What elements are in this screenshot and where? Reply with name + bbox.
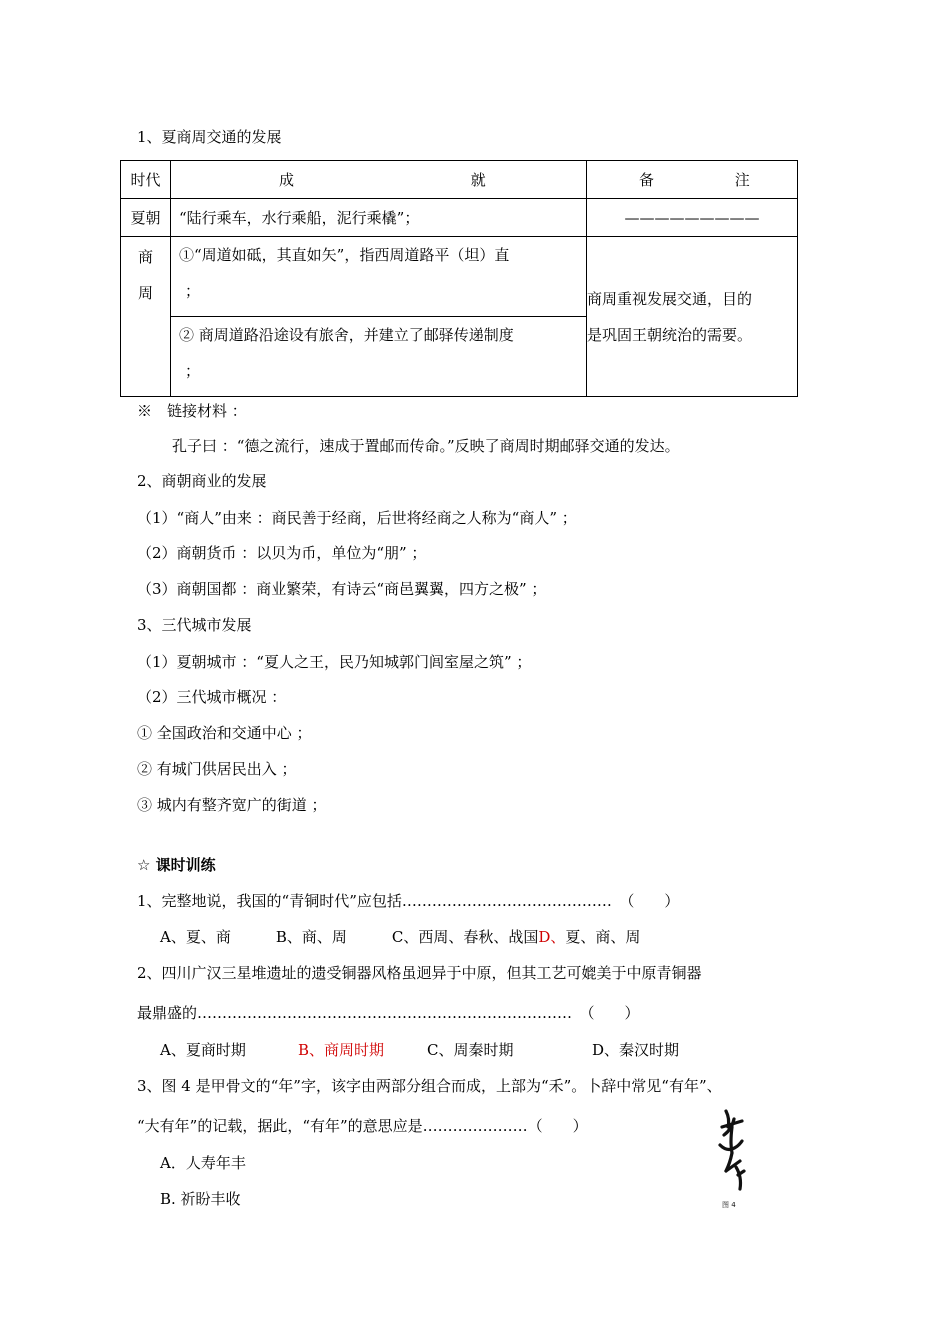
q3-option-a: A．人寿年丰 <box>160 1154 246 1172</box>
practice-title: ☆ 课时训练 <box>137 856 216 874</box>
header-note <box>587 161 798 199</box>
q1-option-d-letter: D、 <box>538 928 566 946</box>
oracle-bone-glyph-icon <box>712 1105 760 1211</box>
oracle-bone-nian-figure <box>712 1105 760 1211</box>
q3-option-b: B. 祈盼丰收 <box>160 1190 241 1208</box>
q2-option-d: D、秦汉时期 <box>592 1041 680 1059</box>
q2-option-c: C、周秦时期 <box>427 1041 514 1059</box>
header-achieve-2: 就 <box>470 171 486 189</box>
header-note-2: 注 <box>734 171 750 189</box>
header-achievement <box>171 161 587 199</box>
s3-sub-c: ③ 城内有整齐宽广的街道 ； <box>137 796 327 814</box>
s3-sub-b: ② 有城门供居民出入 ； <box>137 760 297 778</box>
s3-item-1: （1）夏朝城市 ：“夏人之王，民乃知城郭门闾室屋之筑” ； <box>137 653 532 671</box>
s3-sub-a: ① 全国政治和交通中心 ； <box>137 724 312 742</box>
question-1: 1、完整地说，我国的“青铜时代”应包括…………………………………… （ ） <box>137 892 680 910</box>
section2-title: 2、商朝商业的发展 <box>137 472 267 490</box>
question-1-options <box>160 927 640 947</box>
question-2-line1: 2、四川广汉三星堆遗址的遗受铜器风格虽迥异于中原，但其工艺可媲美于中原青铜器 <box>137 964 702 982</box>
q2-option-a: A、夏商时期 <box>160 1041 246 1059</box>
xia-era: 夏朝 <box>121 199 171 237</box>
question-2-line2: 最鼎盛的………………………………………………………………… （ ） <box>137 1004 640 1022</box>
header-era: 时代 <box>121 161 171 199</box>
s2-item-3: （3）商朝国都 ：商业繁荣，有诗云“商邑翼翼，四方之极” ； <box>137 580 547 598</box>
section3-title: 3、三代城市发展 <box>137 616 252 634</box>
shang-achieve-1a: ①“周道如砥，其直如矢”，指西周道路平（坦）直 <box>179 246 510 264</box>
transport-table <box>120 160 798 397</box>
shang-era <box>121 237 171 397</box>
section1-title: 1、夏商周交通的发展 <box>137 128 282 146</box>
shang-era-1: 商 <box>137 248 153 266</box>
question-3-line2: “大有年”的记载，据此，“有年”的意思应是…………………（ ） <box>137 1117 588 1135</box>
link-text: 孔子曰 ：“德之流行，速成于置邮而传命。”反映了商周时期邮驿交通的发达。 <box>172 437 680 455</box>
q1-options-abc: A、夏、商 B、商、周 C、西周、春秋、战国 <box>160 928 539 946</box>
s3-item-2: （2）三代城市概况 ： <box>137 688 287 706</box>
xia-achievement: “陆行乘车，水行乘船，泥行乘橇”； <box>179 208 420 227</box>
shang-note-2: 是巩固王朝统治的需要。 <box>587 325 753 344</box>
q1-option-d-text: 夏、商、周 <box>565 928 641 946</box>
shang-achievement-2 <box>171 317 587 397</box>
question-3-line1: 3、图 4 是甲骨文的“年”字，该字由两部分组合而成，上部为“禾”。卜辞中常见“有年”、 <box>137 1077 722 1095</box>
header-achieve-1: 成 <box>279 171 295 189</box>
shang-note <box>587 237 798 397</box>
shang-achieve-2b: ； <box>185 362 201 380</box>
shang-achieve-1b: ； <box>185 282 201 300</box>
header-note-1: 备 <box>639 171 655 189</box>
s2-item-2: （2）商朝货币 ：以贝为币，单位为“朋” ； <box>137 544 427 562</box>
shang-era-2: 周 <box>137 284 153 302</box>
s2-item-1: （1）“商人”由来 ：商民善于经商，后世将经商之人称为“商人” ； <box>137 509 577 527</box>
q2-option-b: B、商周时期 <box>298 1041 385 1059</box>
shang-achieve-2a: ② 商周道路沿途设有旅舍，并建立了邮驿传递制度 <box>179 326 514 344</box>
shang-note-1: 商周重视发展交通，目的 <box>587 289 753 308</box>
xia-note: ————————— <box>587 199 798 237</box>
link-label: ※ 链接材料 ： <box>137 402 247 420</box>
shang-achievement-1 <box>171 237 587 317</box>
figure-caption: 图 4 <box>722 1201 736 1209</box>
